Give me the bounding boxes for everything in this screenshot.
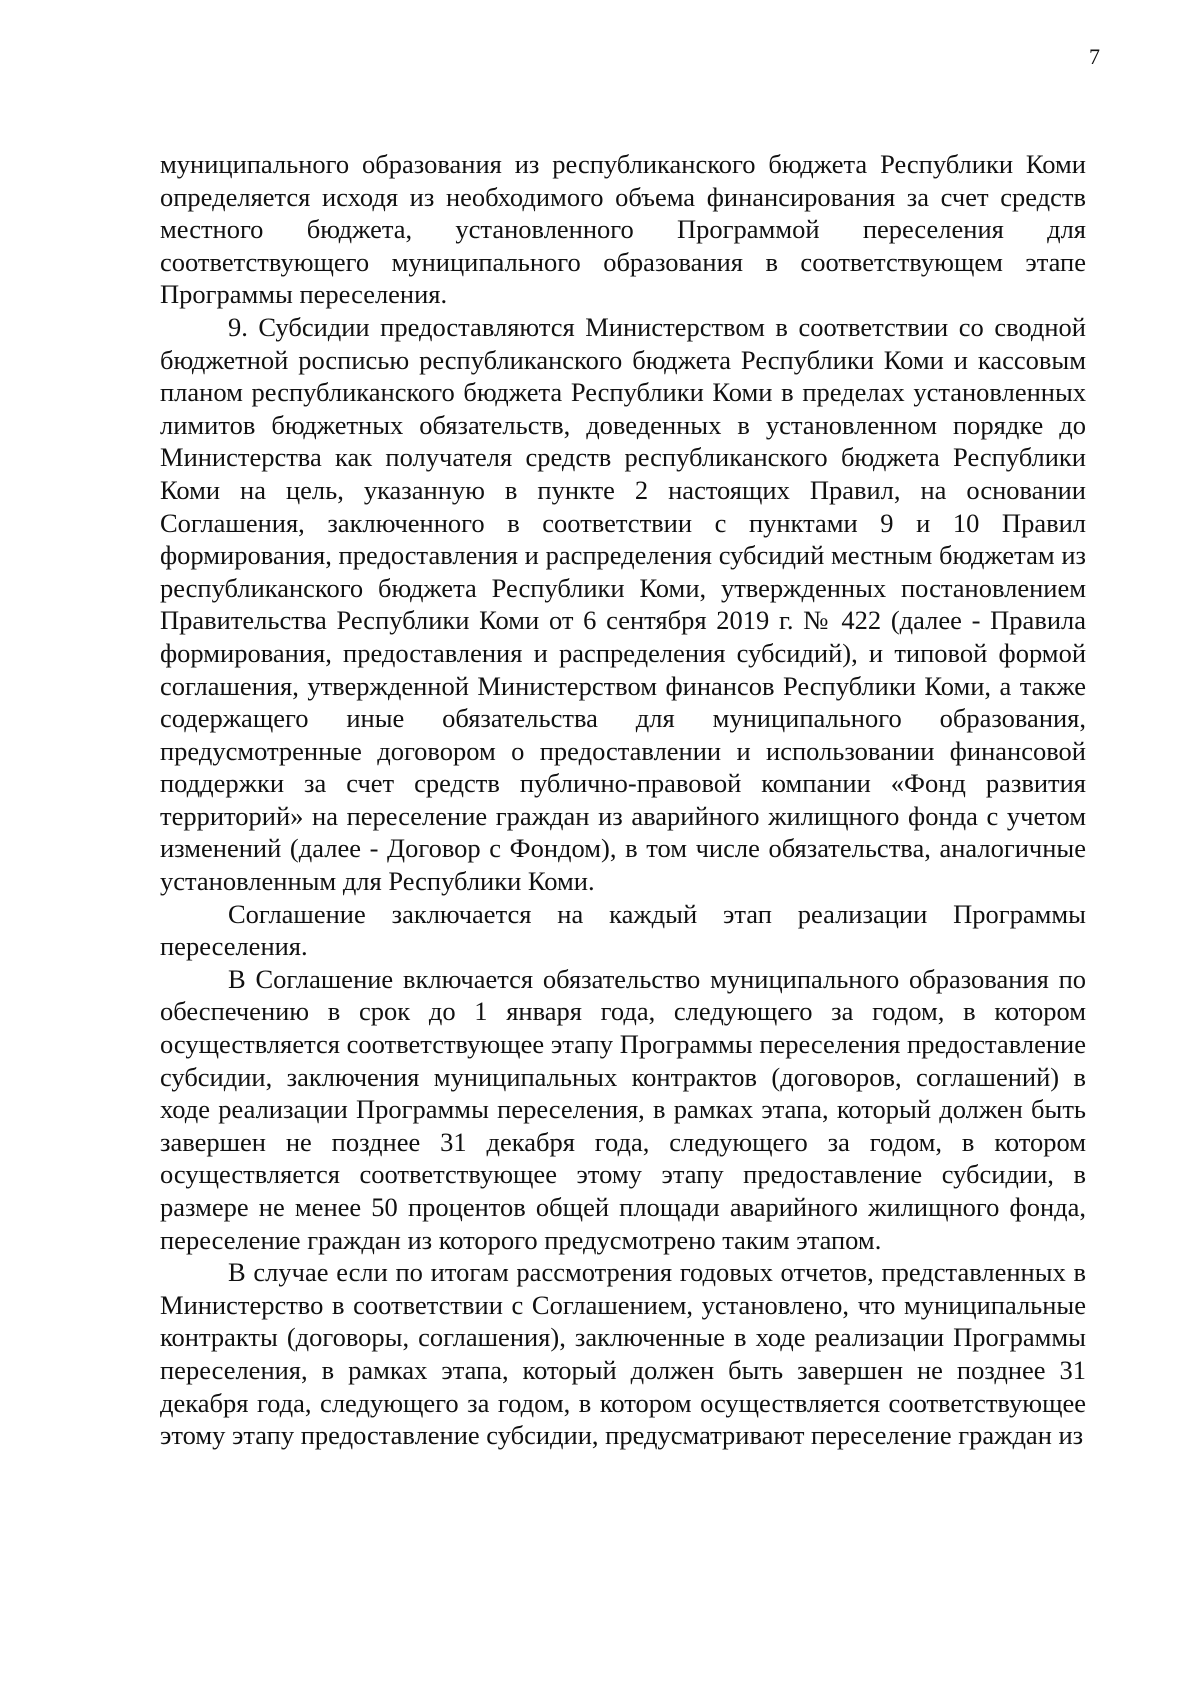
paragraph-agreement-obligation: В Соглашение включается обязательство муниципального образования по обеспечению в срок до 1 января года, следующего за годом, в котором осуществляется соответствующее этапу Программы переселения предоставление субсидии, заключения муниципальных контрактов (договоров, соглашений) в ходе реализации Программы переселения, в рамках этапа, который должен быть завершен не позднее 31 декабря года, следующего за годом, в котором осуществляется соответствующее этому этапу предоставление субсидии, в размере не менее 50 процентов общей площади аварийного жилищного фонда, переселение граждан из которого предусмотрено таким этапом.: [160, 963, 1086, 1255]
paragraph-continuation: муниципального образования из республиканского бюджета Республики Коми определяется исходя из необходимого объема финансирования за счет средств местного бюджета, установленного Программой переселения для соответствующего муниципального образования в соответствующем этапе Программы переселения.: [160, 149, 1086, 310]
document-body: [160, 148, 1086, 1452]
paragraph-agreement-stages: Соглашение заключается на каждый этап реализации Программы переселения.: [160, 898, 1086, 962]
paragraph-clause-9: 9. Субсидии предоставляются Министерством в соответствии со сводной бюджетной росписью республиканского бюджета Республики Коми и кассовым планом республиканского бюджета Республики Коми в пределах установленных лимитов бюджетных обязательств, доведенных в установленном порядке до Министерства как получателя средств республиканского бюджета Республики Коми на цель, указанную в пункте 2 настоящих Правил, на основании Соглашения, заключенного в соответствии с пунктами 9 и 10 Правил формирования, предоставления и распределения субсидий местным бюджетам из республиканского бюджета Республики Коми, утвержденных постановлением Правительства Республики Коми от 6 сентября 2019 г. № 422 (далее - Правила формирования, предоставления и распределения субсидий), и типовой формой соглашения, утвержденной Министерством финансов Республики Коми, а также содержащего иные обязательства для муниципального образования, предусмотренные договором о предоставлении и использовании финансовой поддержки за счет средств публично-правовой компании «Фонд развития территорий» на переселение граждан из аварийного жилищного фонда с учетом изменений (далее - Договор с Фондом), в том числе обязательства, аналогичные установленным для Республики Коми.: [160, 311, 1086, 897]
paragraph-annual-reports: В случае если по итогам рассмотрения годовых отчетов, представленных в Министерство в соответствии с Соглашением, установлено, что муниципальные контракты (договоры, соглашения), заключенные в ходе реализации Программы переселения, в рамках этапа, который должен быть завершен не позднее 31 декабря года, следующего за годом, в котором осуществляется соответствующее этому этапу предоставление субсидии, предусматривают переселение граждан из: [160, 1257, 1086, 1451]
page-number: 7: [1089, 44, 1100, 69]
